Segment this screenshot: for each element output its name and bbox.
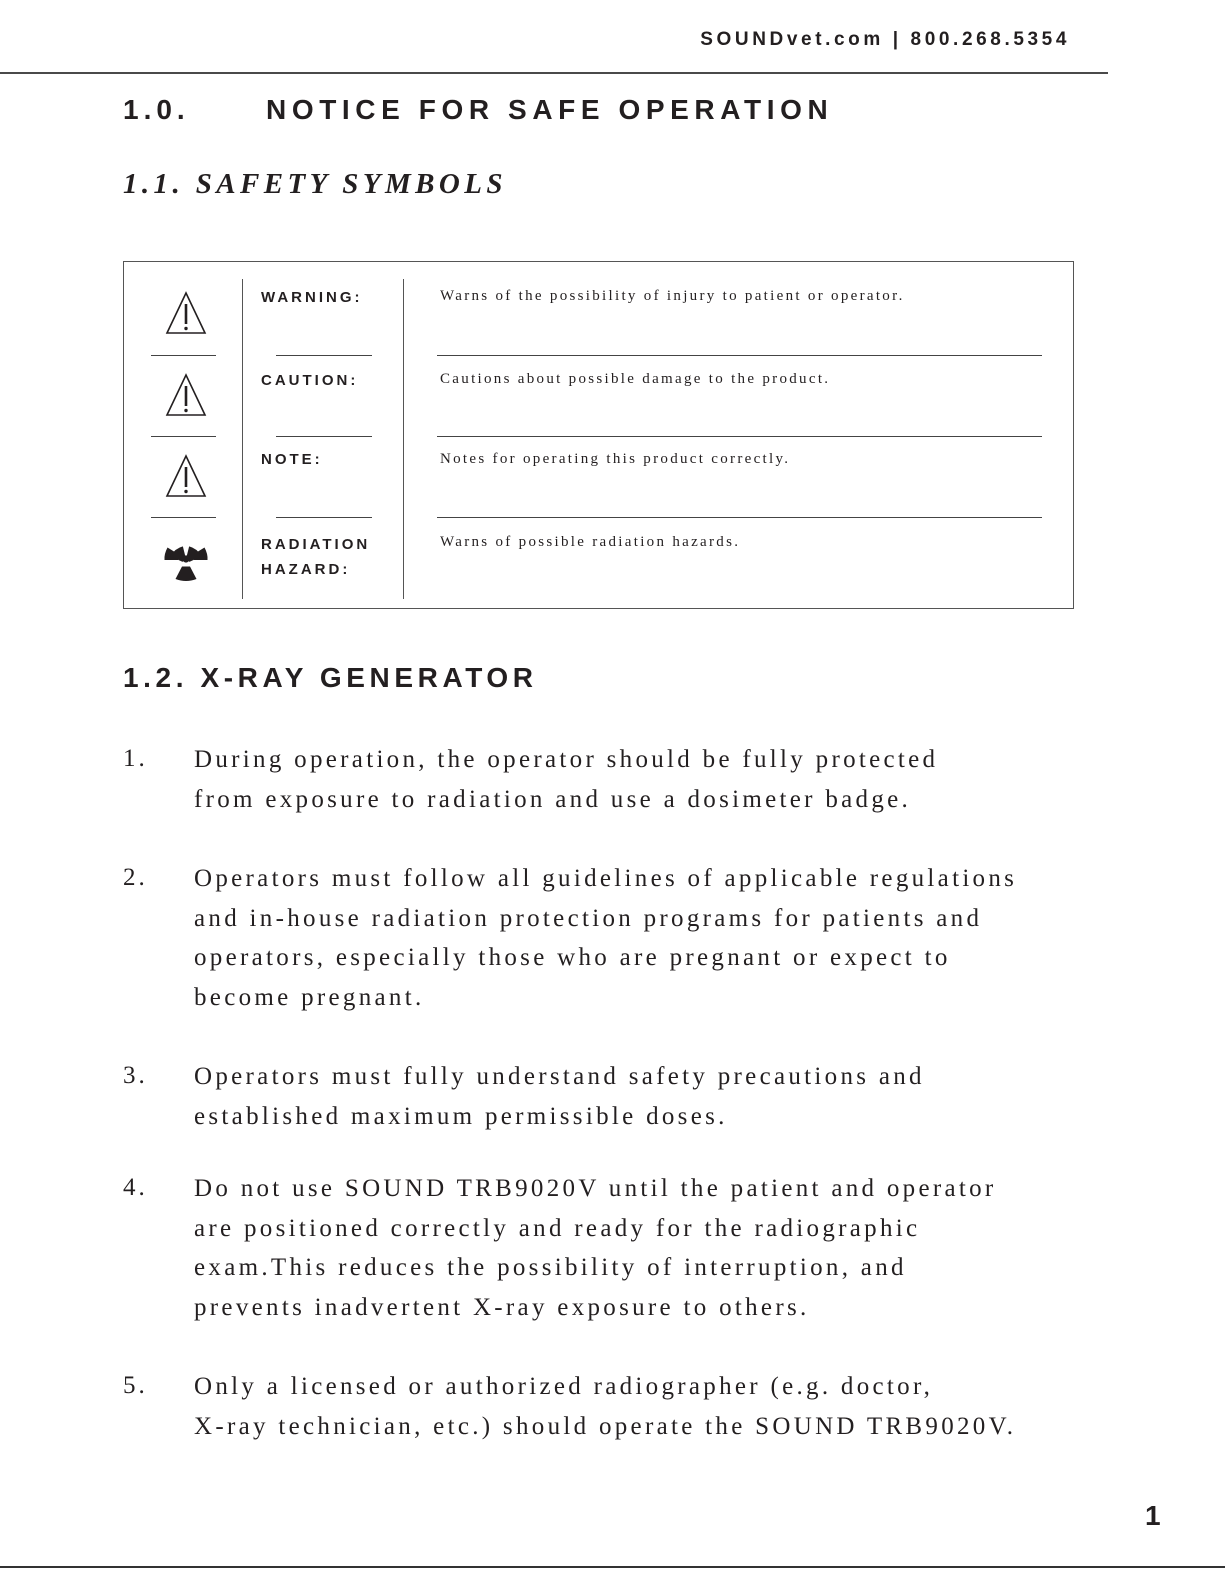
list-item-line: established maximum permissible doses. [194,1102,728,1130]
list-item-line: Do not use SOUND TRB9020V until the patient and operator [194,1175,997,1202]
list-item-line: from exposure to radiation and use a dosimeter badge. [194,785,912,813]
section-number: 1.0. [123,94,190,125]
warning-triangle-icon [162,371,210,419]
symbol-label-line: RADIATION [261,536,371,553]
list-item-line: are positioned correctly and ready for the radiographic [194,1214,921,1242]
row-divider [437,355,1042,356]
row-divider [276,517,372,518]
list-item-number: 2. [123,864,148,891]
symbol-description-note: Notes for operating this product correctly. [440,451,791,467]
list-item [194,740,938,819]
footer-divider [0,1566,1225,1568]
list-item-line: Only a licensed or authorized radiographer (e.g. doctor, [194,1373,934,1400]
list-item [194,1057,925,1136]
row-divider [276,355,372,356]
list-item-number: 3. [123,1062,148,1089]
symbol-label-warning [261,285,363,310]
table-column-divider [242,279,243,599]
list-item-line: Operators must follow all guidelines of applicable regulations [194,865,1018,892]
warning-triangle-icon [162,289,210,337]
list-item [194,1367,1016,1446]
row-divider [276,436,372,437]
table-column-divider [403,279,404,599]
list-item-number: 5. [123,1372,148,1399]
list-item [194,1169,997,1328]
warning-triangle-icon [162,452,210,500]
list-item-number: 1. [123,745,148,772]
symbol-label-caution [261,368,358,393]
subsection-title-safety-symbols: 1.1. SAFETY SYMBOLS [123,168,507,200]
symbol-label-line: HAZARD: [261,561,351,578]
list-item-line: During operation, the operator should be fully protected [194,746,939,773]
header-contact: SOUNDvet.com | 800.268.5354 [700,29,1070,50]
list-item-line: prevents inadvertent X-ray exposure to others. [194,1294,810,1322]
symbol-label-line: CAUTION: [261,372,359,389]
symbol-label-line: WARNING: [261,289,363,306]
symbol-description-caution: Cautions about possible damage to the product. [440,371,831,387]
list-item-line: exam.This reduces the possibility of interruption, and [194,1254,907,1282]
row-divider [437,436,1042,437]
list-item [194,859,1017,1018]
symbol-label-note [261,447,323,472]
symbol-label-radiation-hazard [261,532,370,582]
list-item-line: and in-house radiation protection programs for patients and [194,904,983,932]
symbol-label-line: NOTE: [261,451,323,468]
safety-symbols-table [123,261,1074,609]
list-item-line: Operators must fully understand safety precautions and [194,1063,925,1090]
row-divider [151,355,216,356]
row-divider [151,436,216,437]
symbol-description-warning: Warns of the possibility of injury to patient or operator. [440,288,905,304]
header-divider [0,72,1108,74]
symbol-description-radiation-hazard: Warns of possible radiation hazards. [440,534,741,550]
page-number: 1 [1145,1500,1161,1531]
list-item-line: become pregnant. [194,984,425,1012]
row-divider [151,517,216,518]
section-title: NOTICE FOR SAFE OPERATION [266,94,834,125]
list-item-line: operators, especially those who are pregnant or expect to [194,944,951,972]
row-divider [437,517,1042,518]
list-item-line: X-ray technician, etc.) should operate the SOUND TRB9020V. [194,1412,1017,1440]
radiation-icon [162,536,210,584]
subsection-title-x-ray-generator: 1.2. X-RAY GENERATOR [123,662,538,693]
list-item-number: 4. [123,1174,148,1201]
